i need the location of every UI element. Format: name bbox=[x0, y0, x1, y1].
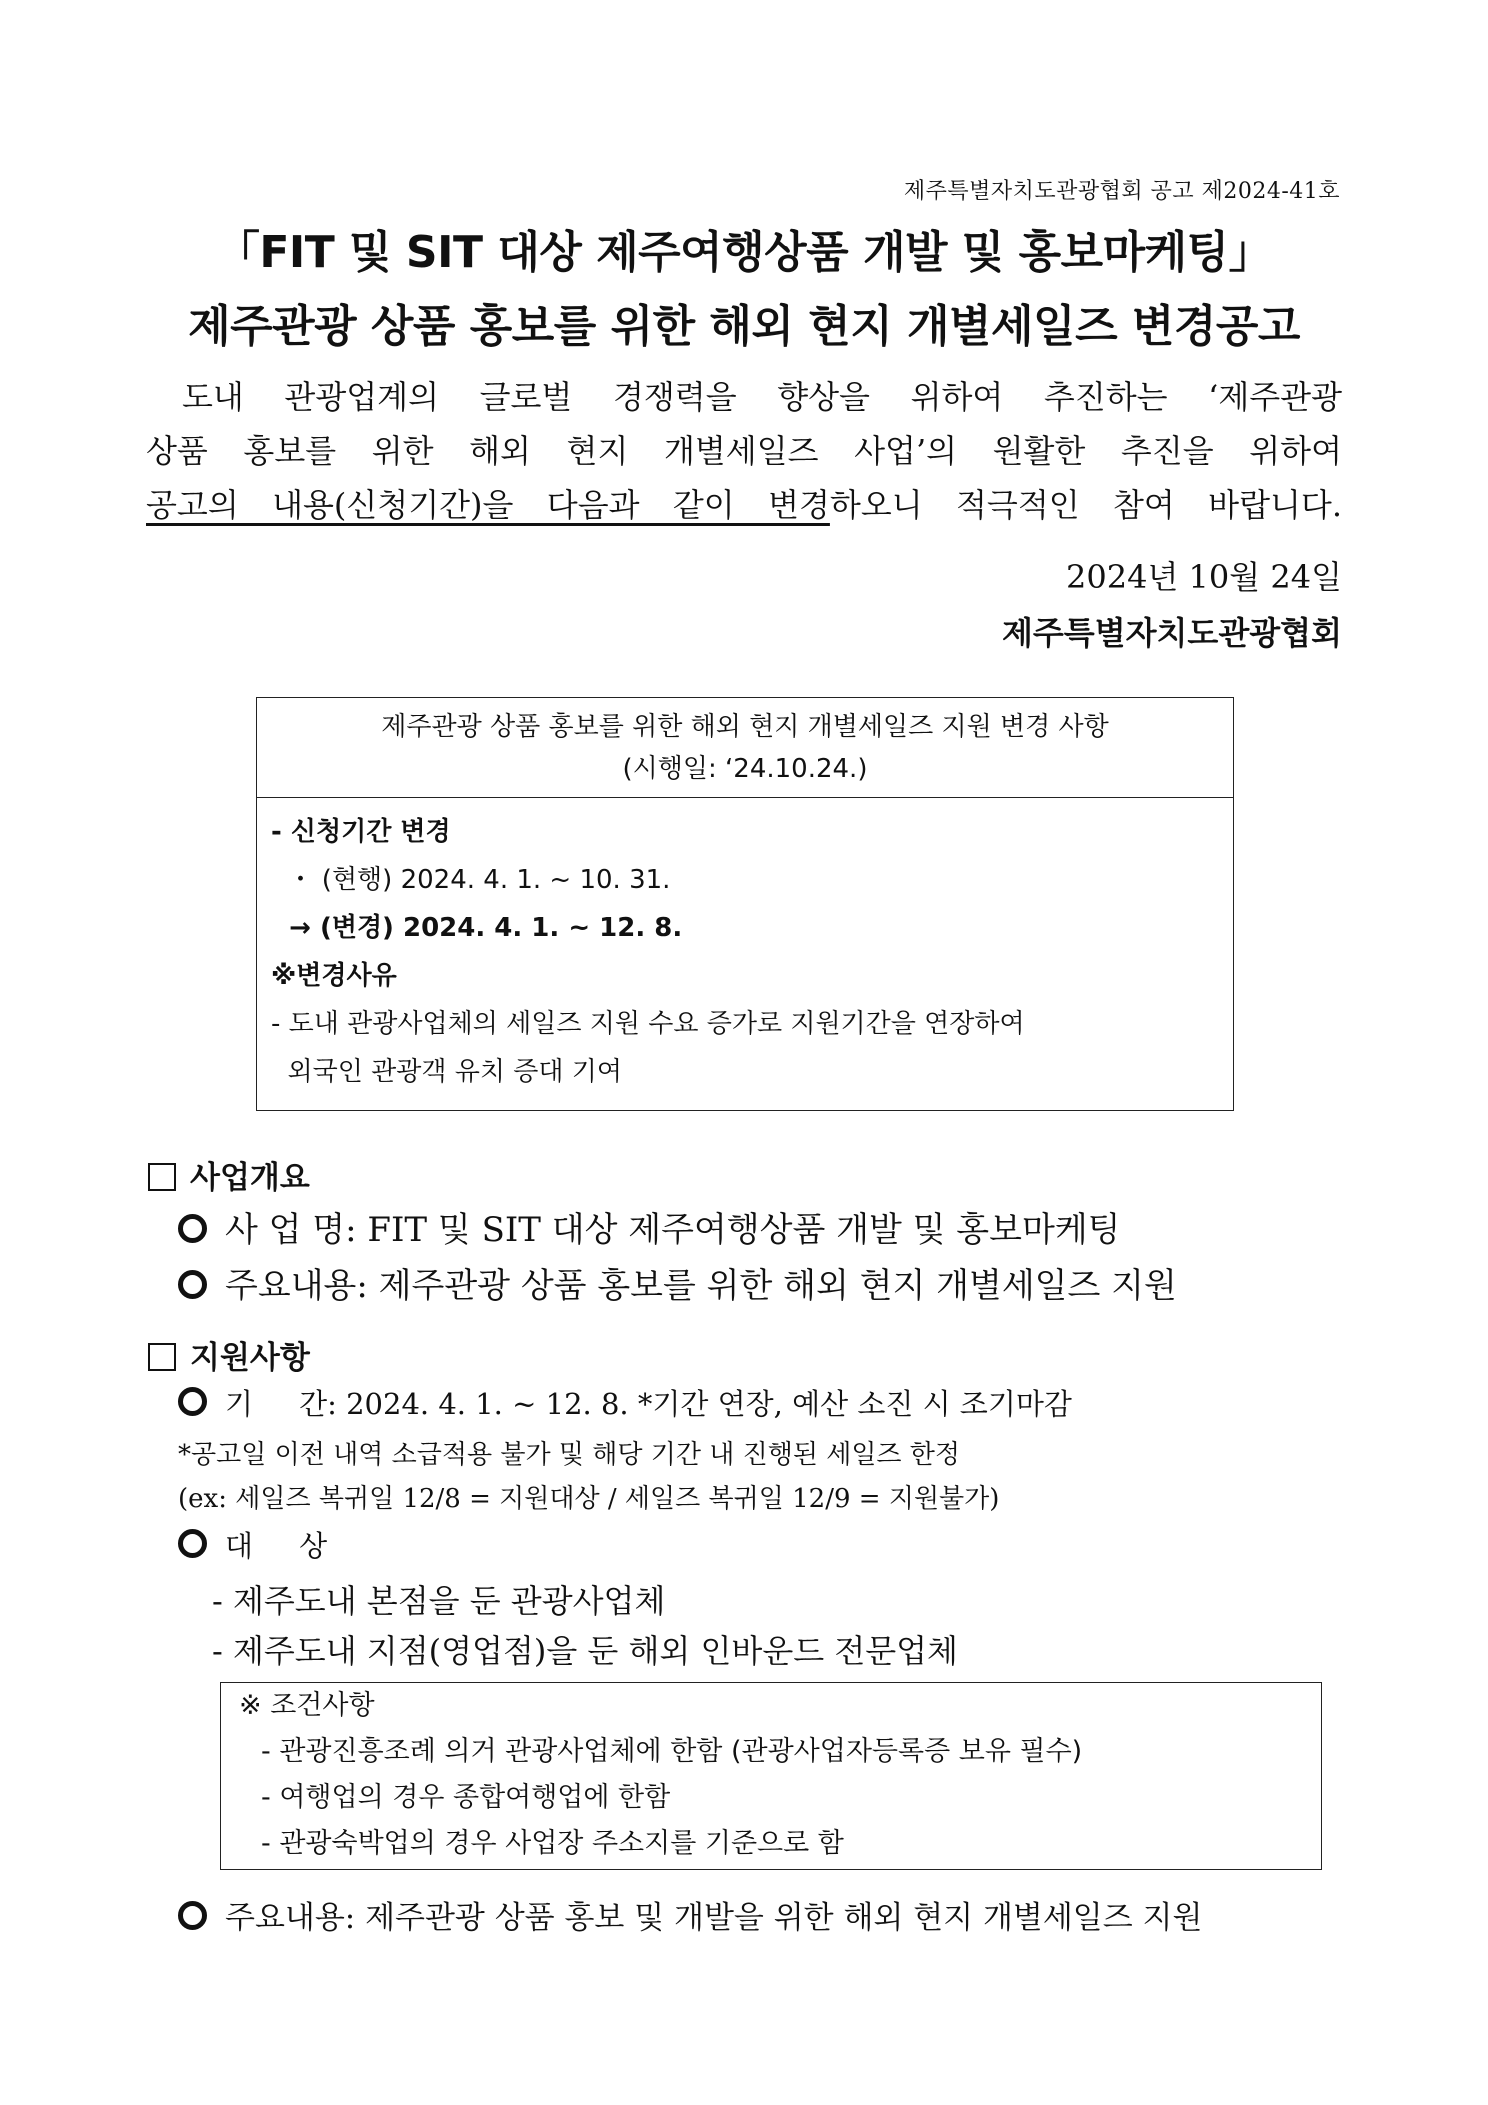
circle-bullet-icon bbox=[178, 1387, 207, 1416]
document-reference-number: 제주특별자치도관광협회 공고 제2024-41호 bbox=[903, 179, 1340, 204]
support-period-note-2: (ex: 세일즈 복귀일 12/8 = 지원대상 / 세일즈 복귀일 12/9 = 지원불가) bbox=[178, 1484, 1000, 1514]
intro-line-3 bbox=[146, 478, 1342, 532]
circle-bullet-icon bbox=[178, 1214, 207, 1243]
condition-item: - 여행업의 경우 종합여행업에 한함 bbox=[261, 1782, 671, 1813]
condition-item: - 관광숙박업의 경우 사업장 주소지를 기준으로 함 bbox=[261, 1828, 844, 1859]
intro-line-1: 도내 관광업계의 글로벌 경쟁력을 향상을 위하여 추진하는 ‘제주관광 bbox=[182, 378, 1342, 416]
support-period: 기 간: 2024. 4. 1. ~ 12. 8. *기간 연장, 예산 소진 시 조기마감 bbox=[178, 1382, 1072, 1423]
circle-bullet-icon bbox=[178, 1529, 207, 1558]
intro-underlined-text: 공고의 내용(신청기간)을 다음과 같이 변경 bbox=[146, 486, 830, 524]
change-box-title: 제주관광 상품 홍보를 위한 해외 현지 개별세일즈 지원 변경 사항 bbox=[381, 712, 1109, 742]
overview-item-content: 주요내용: 제주관광 상품 홍보를 위한 해외 현지 개별세일즈 지원 bbox=[178, 1258, 1177, 1307]
support-target-label: 대 상 bbox=[178, 1524, 327, 1565]
square-bullet-icon bbox=[148, 1163, 176, 1191]
conditions-box bbox=[220, 1682, 1322, 1870]
issuing-organization: 제주특별자치도관광협회 bbox=[1001, 614, 1342, 652]
condition-item: - 관광진흥조례 의거 관광사업체에 한함 (관광사업자등록증 보유 필수) bbox=[261, 1736, 1083, 1767]
support-main-content: 주요내용: 제주관광 상품 홍보 및 개발을 위한 해외 현지 개별세일즈 지원 bbox=[178, 1892, 1202, 1937]
change-item-heading: - 신청기간 변경 bbox=[271, 817, 451, 847]
support-target-2: - 제주도내 지점(영업점)을 둔 해외 인바운드 전문업체 bbox=[212, 1632, 958, 1670]
change-reason-heading: ※변경사유 bbox=[271, 961, 397, 991]
section-heading-overview: 사업개요 bbox=[148, 1152, 310, 1197]
conditions-caption: ※ 조건사항 bbox=[239, 1690, 375, 1721]
change-current-period: ・ (현행) 2024. 4. 1. ~ 10. 31. bbox=[271, 865, 671, 895]
circle-bullet-icon bbox=[178, 1901, 207, 1930]
change-box-effective-date: (시행일: ‘24.10.24.) bbox=[622, 754, 868, 784]
support-target-1: - 제주도내 본점을 둔 관광사업체 bbox=[212, 1582, 666, 1620]
circle-bullet-icon bbox=[178, 1270, 207, 1299]
overview-item-name: 사 업 명: FIT 및 SIT 대상 제주여행상품 개발 및 홍보마케팅 bbox=[178, 1202, 1121, 1251]
change-summary-box bbox=[256, 697, 1234, 1111]
square-bullet-icon bbox=[148, 1343, 176, 1371]
intro-line-2: 상품 홍보를 위한 해외 현지 개별세일즈 사업’의 원활한 추진을 위하여 bbox=[146, 432, 1342, 470]
change-reason-line-1: - 도내 관광사업체의 세일즈 지원 수요 증가로 지원기간을 연장하여 bbox=[271, 1009, 1025, 1039]
title-line-2: 제주관광 상품 홍보를 위한 해외 현지 개별세일즈 변경공고 bbox=[188, 301, 1300, 352]
change-reason-line-2: 외국인 관광객 유치 증대 기여 bbox=[271, 1057, 622, 1087]
title-line-1: 「FIT 및 SIT 대상 제주여행상품 개발 및 홍보마케팅」 bbox=[215, 227, 1273, 278]
section-heading-support: 지원사항 bbox=[148, 1332, 310, 1377]
change-box-body bbox=[257, 798, 1233, 1096]
support-period-note-1: *공고일 이전 내역 소급적용 불가 및 해당 기간 내 진행된 세일즈 한정 bbox=[178, 1440, 961, 1470]
intro-line-3-rest: 하오니 적극적인 참여 바랍니다. bbox=[829, 486, 1342, 524]
announcement-date: 2024년 10월 24일 bbox=[1066, 558, 1342, 596]
change-new-period: → (변경) 2024. 4. 1. ~ 12. 8. bbox=[271, 913, 683, 943]
change-box-header bbox=[257, 698, 1233, 798]
